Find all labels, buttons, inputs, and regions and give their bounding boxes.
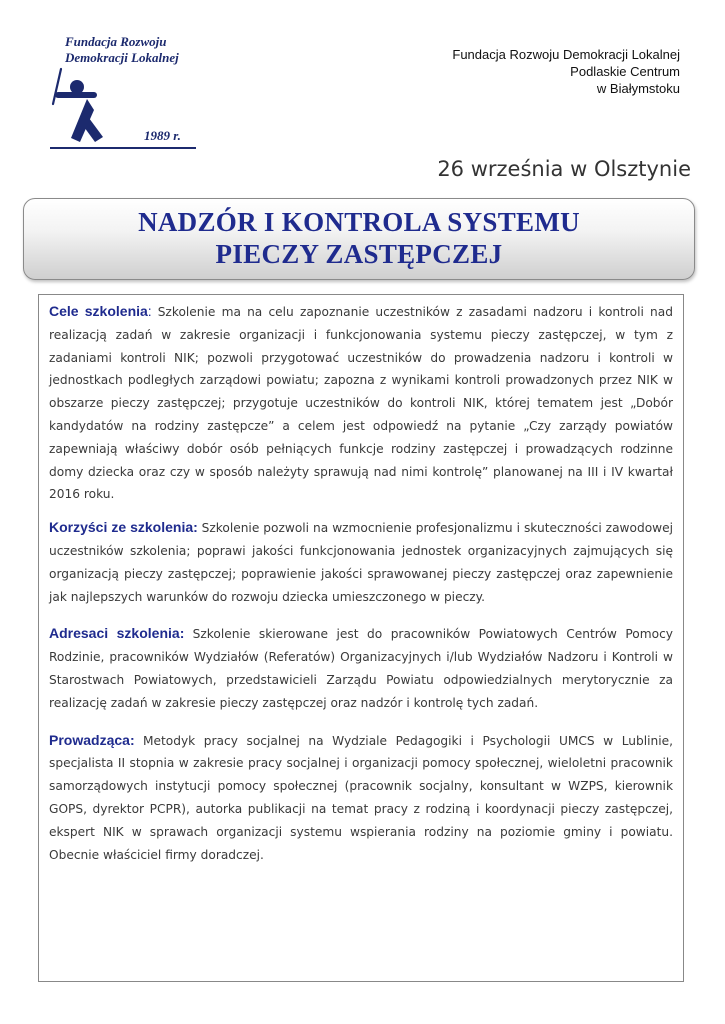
logo-name-line1: Fundacja Rozwoju [65, 34, 167, 49]
organization-name: Fundacja Rozwoju Demokracji Lokalnej [452, 47, 680, 62]
foundation-logo [50, 32, 200, 152]
section-trainer [49, 729, 673, 867]
section-goals-body: Szkolenie ma na celu zapoznanie uczestników z zasadami nadzoru i kontroli nad realizacją zadań w zakresie organizacji i funkcjonowania systemu pieczy zastępczej, w tym z zadaniami kontroli NIK; pozwoli przygotować uczestników do prowadzenia nadzoru i kontroli w jednostkach podległych zarządowi powiatu; zapozna z wynikami kontroli prowadzonych przez NIK w obszarze pieczy zastępczej; przygotuje uczestników do kontroli NIK, której tematem jest „Dobór kandydatów na rodziny zastępcze” a celem jest odpowiedź na pytanie „Czy zarządy powiatów zapewniają właściwy dobór osób pełniących funkcje rodziny zastępczej i prowadzących rodzinne domy dziecka oraz czy w sposób należyty sprawują nad nimi kontrolę” planowanej na III i IV kwartał 2016 roku. [49, 305, 673, 502]
organization-city: w Białymstoku [596, 81, 680, 96]
section-audience [49, 622, 673, 714]
logo-divider [50, 147, 196, 149]
section-benefits-body: Szkolenie pozwoli na wzmocnienie profesjonalizmu i skuteczności zawodowej uczestników szkolenia; poprawi jakości funkcjonowania jednostek organizacyjnych zajmujących się organizacją pieczy zastępczej; poprawienie jakości sprawowanej pieczy zastępczej oraz zapewnienie jak najlepszych warunków do rozwoju dziecka umieszczonego w pieczy. [49, 521, 674, 604]
content-box [38, 294, 684, 982]
organization-info [452, 46, 680, 97]
walking-figure-logo-icon [50, 62, 110, 147]
organization-branch: Podlaskie Centrum [570, 64, 680, 79]
section-audience-heading: Adresaci szkolenia: [49, 625, 185, 642]
section-audience-body: Szkolenie skierowane jest do pracowników Powiatowych Centrów Pomocy Rodzinie, pracowników Wydziałów (Referatów) Organizacyjnych i/lub Wydziałów Nadzoru i Kontroli w Starostwach Powiatowych, przedstawicieli Zarządu Powiatu odpowiedzialnych merytorycznie za realizację zadań w zakresie pieczy zastępczej oraz nadzór i kontrolę tych zadań. [49, 627, 673, 710]
event-date: 26 września w Olsztynie [437, 157, 691, 181]
logo-year: 1989 r. [144, 128, 181, 143]
logo-name-line2: Demokracji Lokalnej [65, 50, 179, 65]
title-line-2: PIECZY ZASTĘPCZEJ [215, 239, 503, 269]
title-line-1: NADZÓR I KONTROLA SYSTEMU [138, 207, 580, 237]
section-trainer-heading: Prowadząca: [49, 731, 135, 748]
title-banner [23, 198, 695, 280]
section-benefits-heading: Korzyści ze szkolenia: [49, 519, 198, 536]
section-goals [49, 300, 673, 506]
section-benefits [49, 516, 673, 608]
section-trainer-body: Metodyk pracy socjalnej na Wydziale Pedagogiki i Psychologii UMCS w Lublinie, specjalista II stopnia w zakresie pracy socjalnej i organizacji pomocy społecznej, wieloletni pracownik samorządowych instytucji pomocy społecznej (pracownik socjalny, konsultant w WZPS, kierownik GOPS, dyrektor PCPR), autorka publikacji na temat pracy z rodziną i koordynacji pieczy zastępczej, ekspert NIK w sprawach organizacji systemu wspierania rodziny na poziomie gminy i powiatu. Obecnie właściciel firmy doradczej. [49, 733, 673, 862]
section-goals-heading: Cele szkolenia: [49, 303, 152, 319]
